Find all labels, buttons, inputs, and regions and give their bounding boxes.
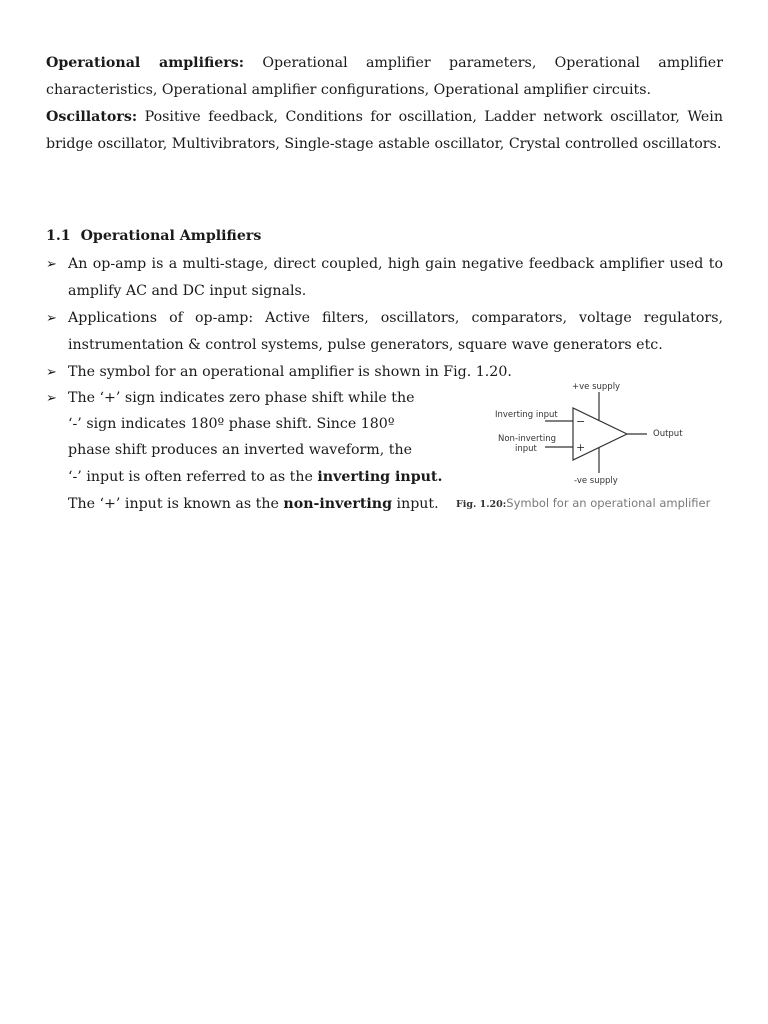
bullet-text: An op-amp is a multi-stage, direct coupled, high gain negative feedback amplifier used to amplify AC and DC input signals. [68,256,723,299]
opamp-topics-paragraph [46,50,723,104]
opamp-topics-label: Operational amplifiers: [46,55,244,71]
inverting-input-term: inverting input. [317,469,443,485]
noninverting-input-label: Non-inverting [498,434,556,444]
bullet-text-line [68,464,442,491]
minus-sign: − [576,415,586,428]
bullet-text-segment: input. [392,496,439,512]
bullet-text: The ‘+’ sign indicates zero phase shift while the [68,390,415,406]
inverting-input-label: Inverting input [495,410,558,420]
section-heading [46,224,261,248]
bullet-text-line [68,491,439,518]
output-label: Output [653,429,683,439]
bullet-arrow-icon: ➢ [46,257,57,272]
negative-supply-label: -ve supply [574,476,618,486]
bullet-text-line: phase shift produces an inverted waveform, the [68,442,412,458]
bullet-text-line: ‘-’ sign indicates 180º phase shift. Since 180º [68,416,395,432]
bullet-text: The symbol for an operational amplifier is shown in Fig. 1.20. [68,364,512,380]
bullet-item [46,305,723,359]
section-title: Operational Amplifiers [80,228,262,244]
opamp-topics-text: Operational amplifier parameters, Operational amplifier characteristics, Operational amplifier configurations, Operational amplifier circuits. [46,55,723,98]
oscillator-topics-label: Oscillators: [46,109,138,125]
bullet-item [46,251,723,305]
bullet-text-segment: The ‘+’ input is known as the [68,496,284,512]
bullet-arrow-icon: ➢ [46,391,57,406]
figure-caption-number: Fig. 1.20: [456,499,507,510]
bullet-item [46,385,446,412]
plus-sign: + [576,441,586,454]
figure-caption-text: Symbol for an operational amplifier [506,496,711,510]
bullet-text: Applications of op-amp: Active filters, oscillators, comparators, voltage regulators, instrumentation & control systems, pulse generators, square wave generators etc. [68,310,723,353]
oscillator-topics-paragraph [46,104,723,158]
figure-caption [456,492,710,511]
oscillator-topics-text: Positive feedback, Conditions for oscillation, Ladder network oscillator, Wein bridge oscillator, Multivibrators, Single-stage astable oscillator, Crystal controlled oscillators. [46,109,723,152]
bullet-arrow-icon: ➢ [46,365,57,380]
noninverting-input-label-2: input [515,444,537,454]
section-number: 1.1 [46,228,71,244]
bullet-text-segment: ‘-’ input is often referred to as the [68,469,318,485]
positive-supply-label: +ve supply [572,382,621,392]
non-inverting-term: non-inverting [283,496,393,512]
bullet-arrow-icon: ➢ [46,311,57,326]
